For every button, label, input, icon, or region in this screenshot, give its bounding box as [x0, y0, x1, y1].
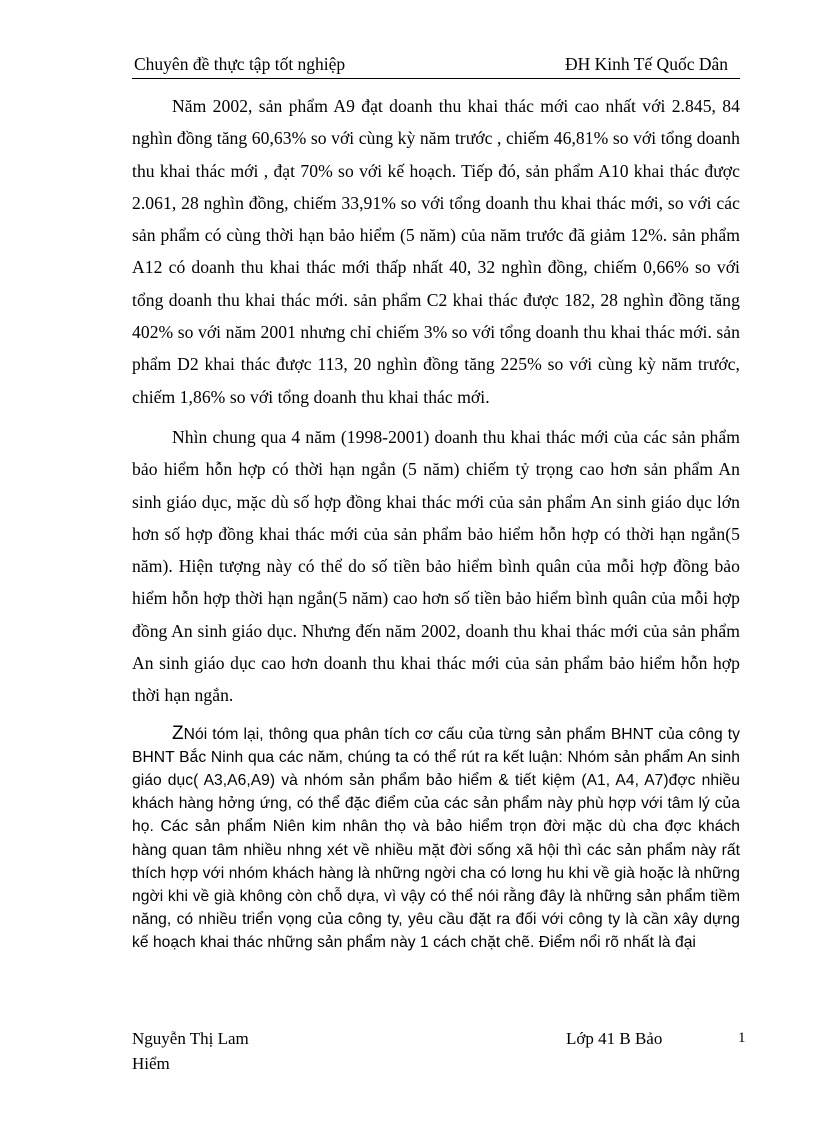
header-title: Chuyên đề thực tập tốt nghiệp — [134, 54, 346, 74]
page-number: 1 — [738, 1030, 746, 1046]
page-header — [132, 52, 740, 79]
summary-mark: Z — [172, 722, 184, 744]
footer-class: Lớp 41 B Bảo — [566, 1029, 663, 1048]
footer-author: Nguyễn Thị Lam — [132, 1029, 249, 1048]
footer-class-continued: Hiểm — [132, 1054, 170, 1073]
header-university: ĐH Kinh Tế Quốc Dân — [565, 54, 728, 74]
paragraph-1: Năm 2002, sản phẩm A9 đạt doanh thu khai thác mới cao nhất với 2.845, 84 nghìn đồng tăng 60,63% so với cùng kỳ năm trước , chiếm 46,81% so với tổng doanh thu khai thác mới , đạt 70% so với kế hoạch. Tiếp đó, sản phẩm A10 khai thác được 2.061, 28 nghìn đồng, chiếm 33,91% so với tổng doanh thu khai thác mới, so với các sản phẩm có cùng thời hạn bảo hiểm (5 năm) của năm trước đã giảm 12%. sản phẩm A12 có doanh thu khai thác mới thấp nhất 40, 32 nghìn đồng, chiếm 0,66% so với tổng doanh thu khai thác mới. sản phẩm C2 khai thác được 182, 28 nghìn đồng tăng 402% so với năm 2001 nhưng chỉ chiếm 3% so với tổng doanh thu khai thác mới. sản phẩm D2 khai thác được 113, 20 nghìn đồng tăng 225% so với cùng kỳ năm trước, chiếm 1,86% so với tổng doanh thu khai thác mới. — [132, 96, 740, 407]
paragraph-summary — [132, 722, 740, 955]
summary-text: Nói tóm lại, thông qua phân tích cơ cấu của từng sản phẩm BHNT của công ty BHNT Bắc Ninh qua các năm, chúng ta có thể rút ra kết luận: Nhóm sản phẩm An sinh giáo dục( A3,A6,A9) và nhóm sản phẩm bảo hiểm & tiết kiệm (A1, A4, A7)đợc nhiều khách hàng hởng ứng, có thể đặc điểm của các sản phẩm này phù hợp với tâm lý của họ. Các sản phẩm Niên kim nhân thọ và bảo hiểm trọn đời mặc dù cha đợc khách hàng quan tâm nhiều nhng xét về nhiều mặt đời sống xã hội thì các sản phẩm này rất thích hợp với nhóm khách hàng là những ngời cha có lơng hu khi về già hoặc là những ngời khi về già không còn chỗ dựa, vì vậy có thể nói rằng đây là những sản phẩm tiềm năng, có nhiều triển vọng của công ty, yêu cầu đặt ra đối với công ty là cần xây dựng kế hoạch khai thác những sản phẩm này 1 cách chặt chẽ. Điểm nổi rõ nhất là đại — [132, 725, 740, 952]
document-body — [132, 90, 740, 955]
paragraph-2: Nhìn chung qua 4 năm (1998-2001) doanh thu khai thác mới của các sản phẩm bảo hiểm hỗn hợp có thời hạn ngắn (5 năm) chiếm tỷ trọng cao hơn sản phẩm An sinh giáo dục, mặc dù số hợp đồng khai thác mới của sản phẩm An sinh giáo dục lớn hơn số hợp đồng khai thác mới của sản phẩm bảo hiểm hỗn hợp có thời hạn ngắn(5 năm). Hiện tượng này có thể do số tiền bảo hiểm bình quân của mỗi hợp đồng bảo hiểm hỗn hợp thời hạn ngắn(5 năm) cao hơn số tiền bảo hiểm bình quân của mỗi hợp đồng An sinh giáo dục. Nhưng đến năm 2002, doanh thu khai thác mới của sản phẩm An sinh giáo dục cao hơn doanh thu khai thác mới của sản phẩm bảo hiểm hỗn hợp thời hạn ngắn. — [132, 426, 740, 706]
